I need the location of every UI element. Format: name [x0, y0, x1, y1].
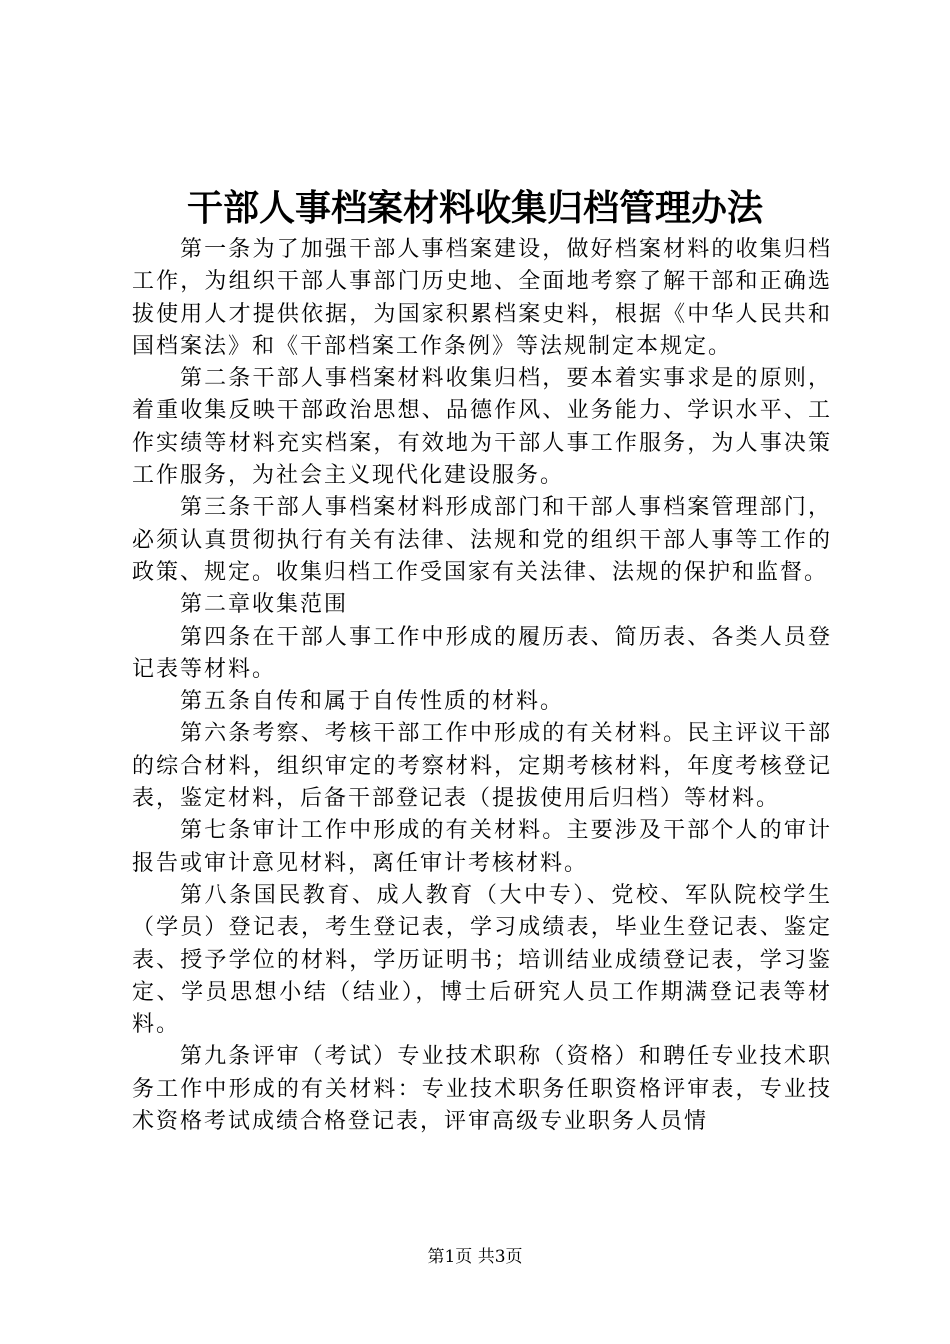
- paragraph-article-2: 第二条干部人事档案材料收集归档，要本着实事求是的原则，着重收集反映干部政治思想、品德作风、业务能力、学识水平、工作实绩等材料充实档案，有效地为干部人事工作服务，为人事决策工作服务，为社会主义现代化建设服务。: [132, 366, 832, 489]
- paragraph-article-6: 第六条考察、考核干部工作中形成的有关材料。民主评议干部的综合材料，组织审定的考察材料，定期考核材料，年度考核登记表，鉴定材料，后备干部登记表（提拔使用后归档）等材料。: [132, 721, 832, 812]
- paragraph-article-5: 第五条自传和属于自传性质的材料。: [180, 689, 565, 715]
- paragraph-article-8: 第八条国民教育、成人教育（大中专）、党校、军队院校学生（学员）登记表，考生登记表，学习成绩表，毕业生登记表、鉴定表、授予学位的材料，学历证明书；培训结业成绩登记表，学习鉴定、学员思想小结（结业），博士后研究人员工作期满登记表等材料。: [132, 882, 832, 1038]
- chapter-heading: 第二章收集范围: [180, 592, 349, 618]
- paragraph-article-3: 第三条干部人事档案材料形成部门和干部人事档案管理部门，必须认真贯彻执行有关有法律、法规和党的组织干部人事等工作的政策、规定。收集归档工作受国家有关法律、法规的保护和监督。: [132, 495, 832, 585]
- document-title: 干部人事档案材料收集归档管理办法: [186, 187, 763, 229]
- paragraph-article-7: 第七条审计工作中形成的有关材料。主要涉及干部个人的审计报告或审计意见材料，离任审计考核材料。: [132, 818, 832, 876]
- paragraph-article-9: 第九条评审（考试）专业技术职称（资格）和聘任专业技术职务工作中形成的有关材料：专业技术职务任职资格评审表，专业技术资格考试成绩合格登记表，评审高级专业职务人员情: [132, 1044, 832, 1135]
- document-body: [132, 234, 832, 1138]
- paragraph-article-1: 第一条为了加强干部人事档案建设，做好档案材料的收集归档工作，为组织干部人事部门历史地、全面地考察了解干部和正确选拔使用人才提供依据，为国家积累档案史料，根据《中华人民共和国档案法》和《干部档案工作条例》等法规制定本规定。: [132, 237, 832, 359]
- paragraph-article-4: 第四条在干部人事工作中形成的履历表、简历表、各类人员登记表等材料。: [132, 624, 832, 682]
- page-indicator: 第1页 共3页: [427, 1247, 523, 1267]
